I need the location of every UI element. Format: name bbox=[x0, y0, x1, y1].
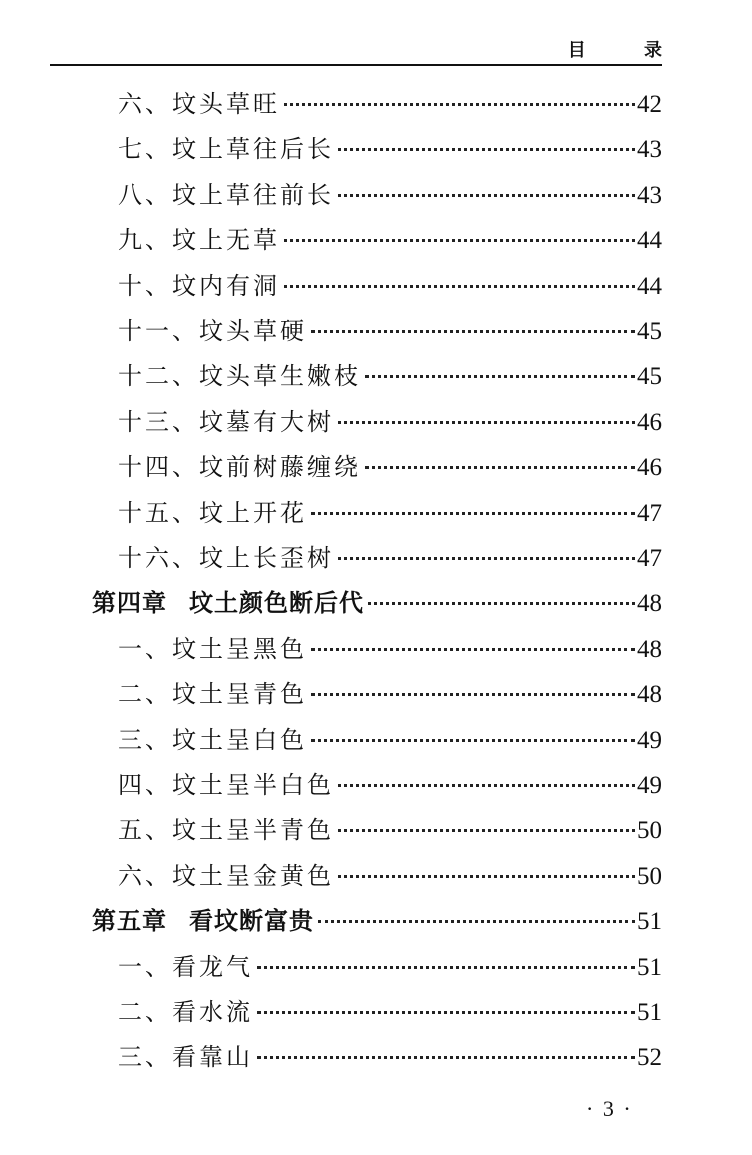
toc-entry-title: 三、看靠山 bbox=[118, 1043, 253, 1072]
toc-entry bbox=[118, 538, 662, 578]
page-number: · 3 · bbox=[586, 1096, 633, 1121]
toc-entry-title: 五、坟土呈半青色 bbox=[118, 816, 334, 845]
dot-leader bbox=[365, 466, 635, 469]
toc-entry-title: 六、坟土呈金黄色 bbox=[118, 861, 334, 890]
toc-entry bbox=[118, 266, 662, 306]
toc-chapter-number: 第五章 bbox=[92, 907, 167, 936]
toc-entry-title: 十二、坟头草生嫩枝 bbox=[118, 362, 361, 391]
toc-chapter-entry bbox=[92, 583, 662, 623]
toc-page-number: 45 bbox=[637, 363, 662, 391]
toc-entry-title: 十、坟内有洞 bbox=[118, 271, 280, 300]
toc-entry bbox=[118, 129, 662, 169]
toc-page-number: 50 bbox=[637, 817, 662, 845]
dot-leader bbox=[284, 285, 635, 288]
toc-page-number: 47 bbox=[637, 499, 662, 527]
toc-entry bbox=[118, 493, 662, 533]
toc-entry-title: 八、坟上草往前长 bbox=[118, 180, 334, 209]
toc-page-number: 48 bbox=[637, 635, 662, 663]
dot-leader bbox=[284, 239, 635, 242]
toc-entry bbox=[118, 629, 662, 669]
toc-chapter-label: 坟土颜色断后代 bbox=[189, 589, 364, 618]
dot-leader bbox=[284, 103, 635, 106]
toc-entry bbox=[118, 220, 662, 260]
toc-entry bbox=[118, 992, 662, 1032]
toc-page-number: 44 bbox=[637, 272, 662, 300]
toc-chapter-title bbox=[92, 901, 314, 936]
toc-entry bbox=[118, 674, 662, 714]
toc-entry bbox=[118, 1037, 662, 1077]
toc-entry-title: 一、看龙气 bbox=[118, 952, 253, 981]
dot-leader bbox=[338, 194, 635, 197]
dot-leader bbox=[365, 375, 635, 378]
toc-page-number: 51 bbox=[637, 908, 662, 936]
toc-entry-title: 六、坟头草旺 bbox=[118, 90, 280, 118]
toc-entry-title: 四、坟土呈半白色 bbox=[118, 771, 334, 799]
toc-page-number: 46 bbox=[637, 454, 662, 482]
dot-leader bbox=[338, 829, 635, 832]
dot-leader bbox=[257, 1011, 635, 1014]
toc-entry-title: 七、坟上草往后长 bbox=[118, 135, 334, 164]
toc-entry bbox=[118, 356, 662, 396]
dot-leader bbox=[257, 1056, 635, 1059]
toc-page-number: 48 bbox=[637, 681, 662, 709]
dot-leader bbox=[368, 602, 635, 605]
toc-entry bbox=[118, 84, 662, 124]
toc-page-number: 49 bbox=[637, 726, 662, 754]
toc-entry bbox=[118, 311, 662, 351]
toc-page-number: 43 bbox=[637, 181, 662, 209]
dot-leader bbox=[257, 966, 635, 969]
dot-leader bbox=[338, 148, 635, 151]
dot-leader bbox=[318, 920, 635, 923]
toc-page-number: 51 bbox=[637, 999, 662, 1026]
running-head bbox=[50, 36, 688, 66]
dot-leader bbox=[338, 557, 635, 560]
dot-leader bbox=[311, 693, 635, 696]
toc-entry-title: 九、坟上无草 bbox=[118, 226, 280, 255]
dot-leader bbox=[338, 875, 635, 878]
dot-leader bbox=[311, 512, 635, 515]
toc-page-number: 48 bbox=[637, 590, 662, 618]
toc-page-number: 47 bbox=[637, 545, 662, 572]
toc-entry-title: 二、看水流 bbox=[118, 998, 253, 1026]
toc-entry-title: 十四、坟前树藤缠绕 bbox=[118, 453, 361, 482]
toc-entry-title: 一、坟土呈黑色 bbox=[118, 634, 307, 663]
toc-entry-title: 十三、坟墓有大树 bbox=[118, 407, 334, 436]
running-head-title: 目 录 bbox=[567, 40, 688, 61]
toc-entry bbox=[118, 402, 662, 442]
toc-page-number: 44 bbox=[637, 227, 662, 255]
toc-chapter-entry bbox=[92, 901, 662, 941]
toc-entry bbox=[118, 856, 662, 896]
toc-page-number: 43 bbox=[637, 136, 662, 164]
toc-page-number: 52 bbox=[637, 1044, 662, 1072]
toc-entry bbox=[118, 810, 662, 850]
toc-page-number: 46 bbox=[637, 408, 662, 436]
toc-page-number: 49 bbox=[637, 772, 662, 799]
toc-entry bbox=[118, 765, 662, 805]
dot-leader bbox=[311, 648, 635, 651]
toc-entry bbox=[118, 175, 662, 215]
toc-page-number: 51 bbox=[637, 953, 662, 981]
toc-entry bbox=[118, 720, 662, 760]
toc-page-number: 50 bbox=[637, 862, 662, 890]
toc-page-number: 45 bbox=[637, 318, 662, 345]
toc-entry-title: 十一、坟头草硬 bbox=[118, 317, 307, 345]
toc-entry bbox=[118, 947, 662, 987]
toc-entry-title: 十五、坟上开花 bbox=[118, 498, 307, 527]
toc-entry-title: 二、坟土呈青色 bbox=[118, 680, 307, 709]
toc-entry bbox=[118, 447, 662, 487]
dot-leader bbox=[338, 784, 635, 787]
dot-leader bbox=[311, 330, 635, 333]
dot-leader bbox=[311, 739, 635, 742]
toc-chapter-title bbox=[92, 583, 364, 618]
toc-entry-title: 十六、坟上长歪树 bbox=[118, 544, 334, 572]
dot-leader bbox=[338, 421, 635, 424]
toc-page-number: 42 bbox=[637, 91, 662, 118]
toc-chapter-label: 看坟断富贵 bbox=[189, 907, 314, 936]
toc-chapter-number: 第四章 bbox=[92, 589, 167, 618]
toc-entry-title: 三、坟土呈白色 bbox=[118, 725, 307, 754]
